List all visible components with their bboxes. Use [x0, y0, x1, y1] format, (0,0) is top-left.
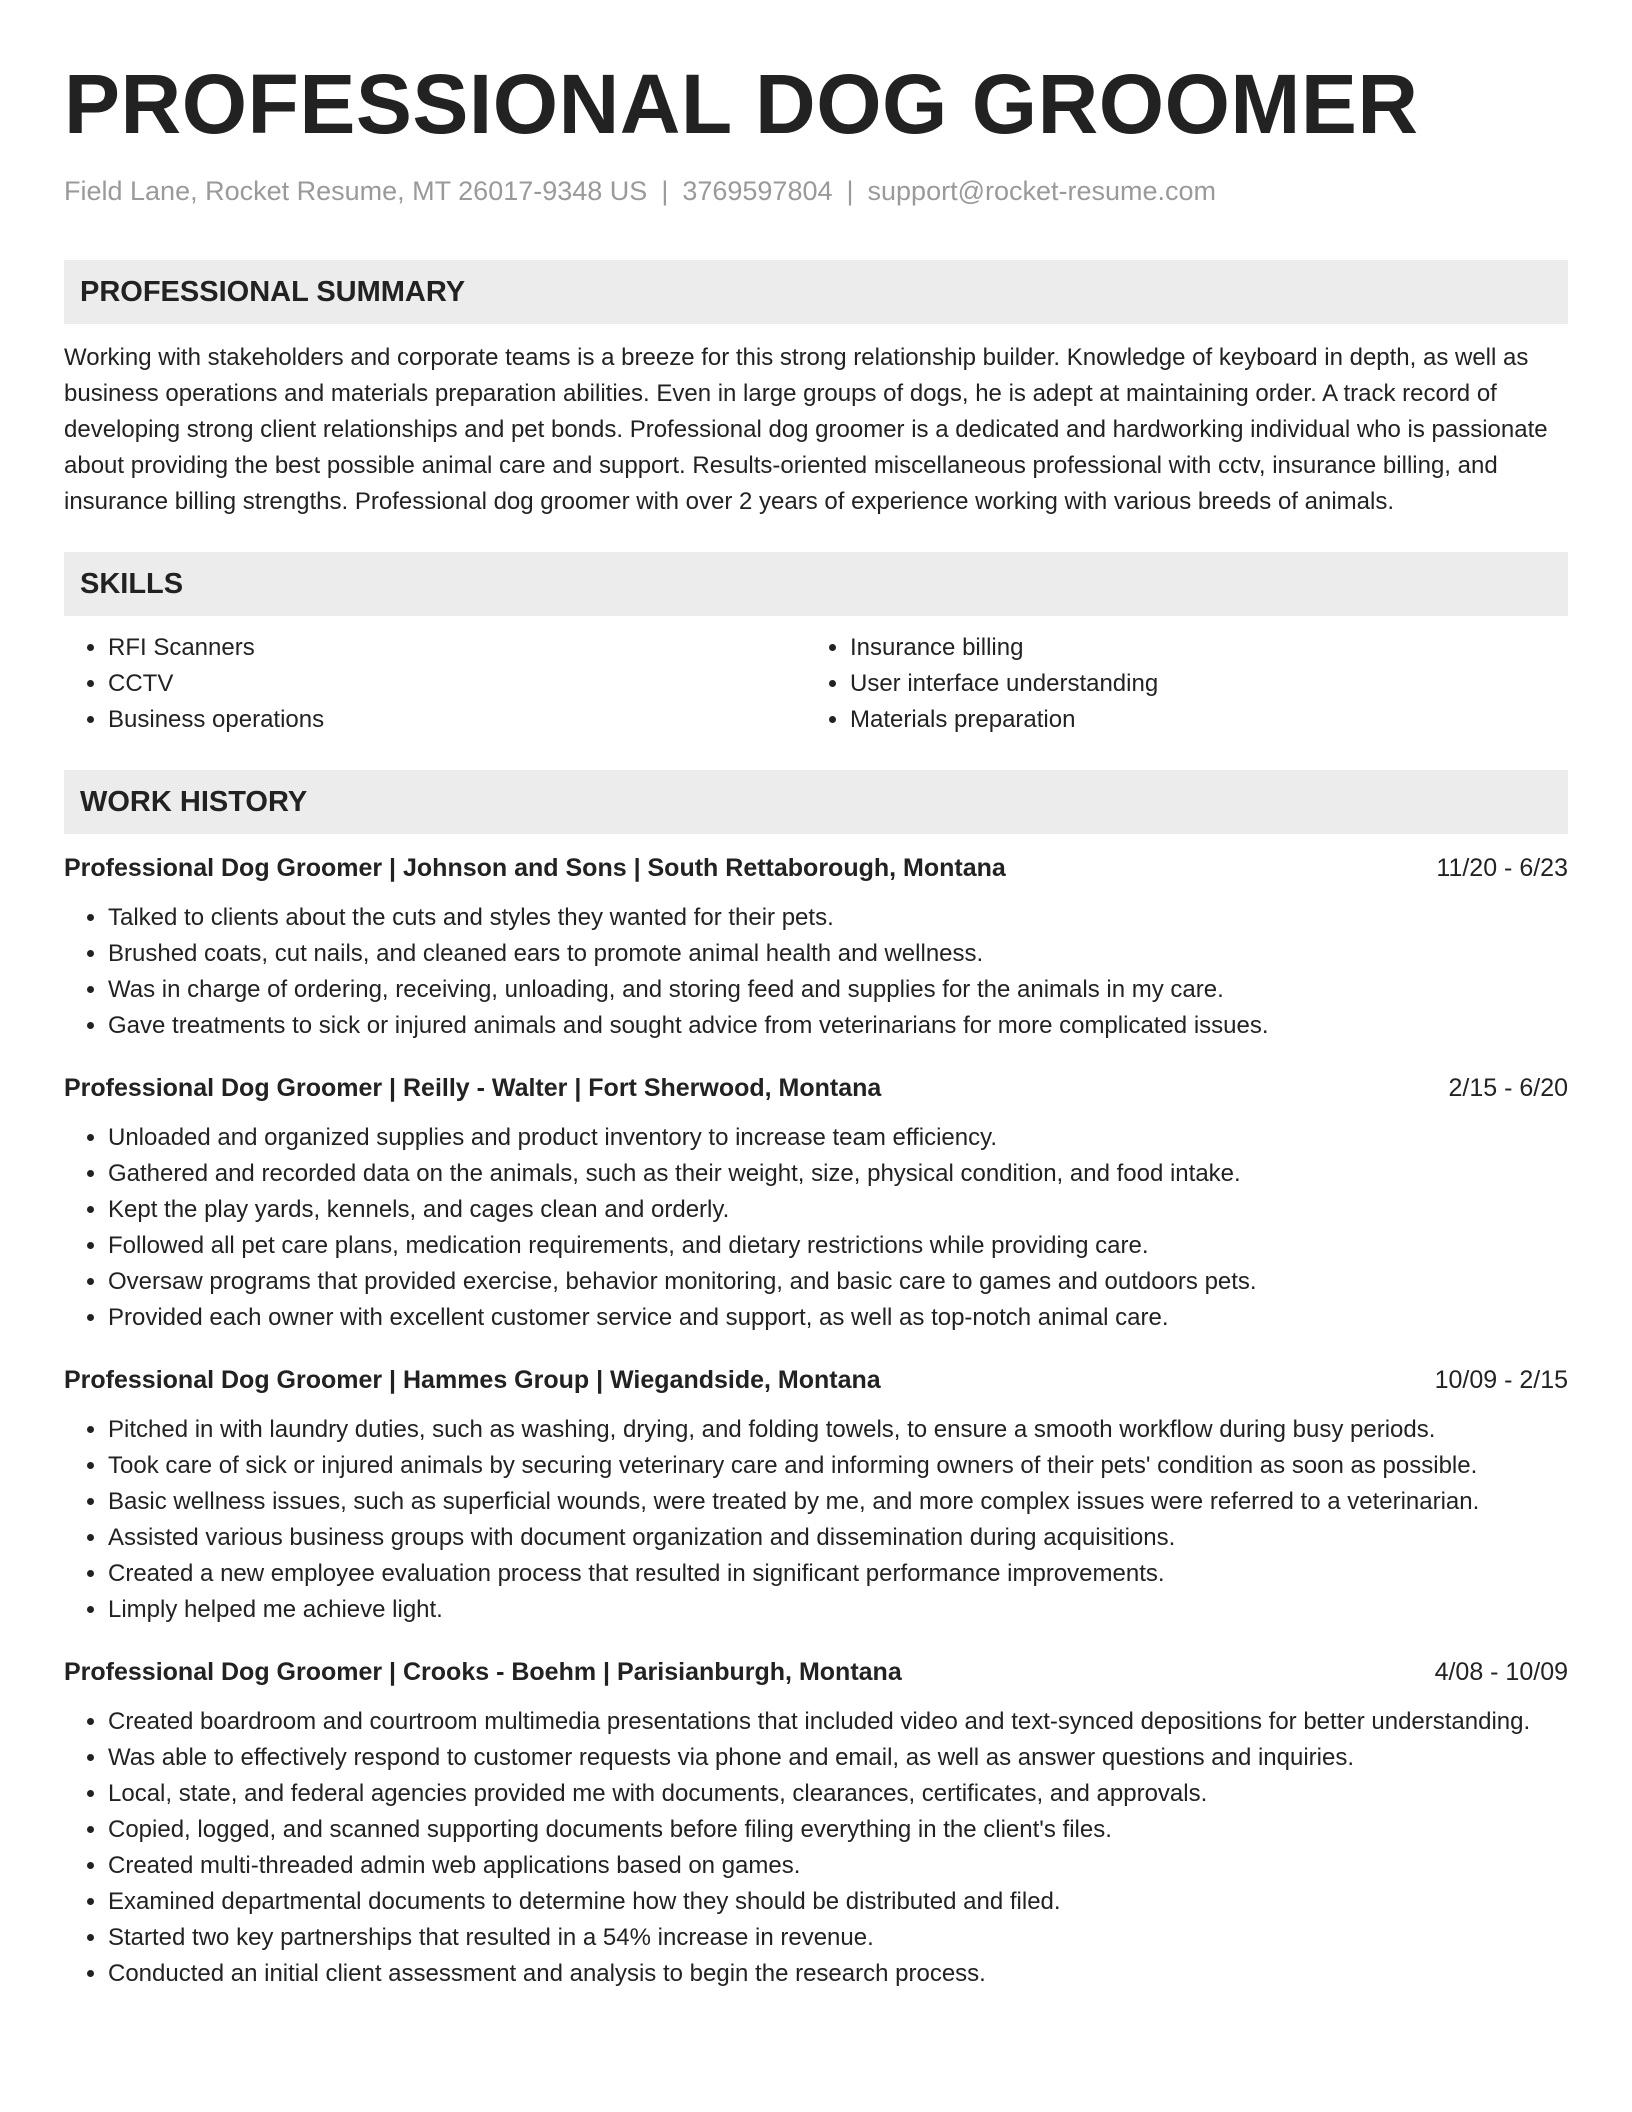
- job-entry: [64, 1070, 1568, 1336]
- skill-item: • RFI Scanners: [108, 630, 806, 666]
- job-bullets: [64, 900, 1568, 1044]
- job-bullet: • Copied, logged, and scanned supporting documents before filing everything in the client's files.: [108, 1812, 1568, 1848]
- job-header: [64, 1654, 1568, 1690]
- job-bullets: [64, 1412, 1568, 1628]
- job-title: Professional Dog Groomer | Crooks - Boehm | Parisianburgh, Montana: [64, 1658, 902, 1686]
- address: Field Lane, Rocket Resume, MT 26017-9348 US: [64, 176, 648, 206]
- job-bullet: • Was able to effectively respond to customer requests via phone and email, as well as answer questions and inquiries.: [108, 1740, 1568, 1776]
- job-dates: 10/09 - 2/15: [1434, 1366, 1568, 1394]
- job-title: Professional Dog Groomer | Reilly - Walter | Fort Sherwood, Montana: [64, 1074, 882, 1102]
- skills-column-left: [64, 630, 806, 738]
- job-bullet: • Oversaw programs that provided exercise, behavior monitoring, and basic care to games and outdoors pets.: [108, 1264, 1568, 1300]
- job-bullet: • Assisted various business groups with document organization and dissemination during acquisitions.: [108, 1520, 1568, 1556]
- job-title: Professional Dog Groomer | Johnson and Sons | South Rettaborough, Montana: [64, 854, 1006, 882]
- job-bullets: [64, 1704, 1568, 1992]
- section-header-skills: SKILLS: [64, 552, 1568, 616]
- skills-column-right: [806, 630, 1548, 738]
- candidate-name: PROFESSIONAL DOG GROOMER: [64, 57, 1419, 151]
- skill-item: • Materials preparation: [850, 702, 1548, 738]
- job-bullet: • Conducted an initial client assessment and analysis to begin the research process.: [108, 1956, 1568, 1992]
- section-header-work-history: WORK HISTORY: [64, 770, 1568, 834]
- phone: 3769597804: [682, 176, 833, 206]
- email-link[interactable]: support@rocket-resume.com: [867, 176, 1217, 206]
- job-entry: [64, 850, 1568, 1044]
- job-dates: 2/15 - 6/20: [1448, 1074, 1568, 1102]
- job-bullets: [64, 1120, 1568, 1336]
- job-bullet: • Local, state, and federal agencies provided me with documents, clearances, certificates, and approvals.: [108, 1776, 1568, 1812]
- job-header: [64, 1362, 1568, 1398]
- job-bullet: • Examined departmental documents to determine how they should be distributed and filed.: [108, 1884, 1568, 1920]
- contact-line: [64, 174, 1568, 208]
- job-bullet: • Created a new employee evaluation process that resulted in significant performance improvements.: [108, 1556, 1568, 1592]
- skill-item: • User interface understanding: [850, 666, 1548, 702]
- job-bullet: • Pitched in with laundry duties, such as washing, drying, and folding towels, to ensure a smooth workflow during busy periods.: [108, 1412, 1568, 1448]
- job-bullet: • Provided each owner with excellent customer service and support, as well as top-notch animal care.: [108, 1300, 1568, 1336]
- job-bullet: • Gathered and recorded data on the animals, such as their weight, size, physical condition, and food intake.: [108, 1156, 1568, 1192]
- job-bullet: • Basic wellness issues, such as superficial wounds, were treated by me, and more complex issues were referred to a veterinarian.: [108, 1484, 1568, 1520]
- job-dates: 4/08 - 10/09: [1434, 1658, 1568, 1686]
- job-bullet: • Gave treatments to sick or injured animals and sought advice from veterinarians for more complicated issues.: [108, 1008, 1568, 1044]
- job-bullet: • Started two key partnerships that resulted in a 54% increase in revenue.: [108, 1920, 1568, 1956]
- job-bullet: • Was in charge of ordering, receiving, unloading, and storing feed and supplies for the animals in my care.: [108, 972, 1568, 1008]
- job-bullet: • Took care of sick or injured animals by securing veterinary care and informing owners of their pets' condition as soon as possible.: [108, 1448, 1568, 1484]
- skills-list: [64, 630, 1568, 738]
- job-bullet: • Limply helped me achieve light.: [108, 1592, 1568, 1628]
- job-bullet: • Talked to clients about the cuts and styles they wanted for their pets.: [108, 900, 1568, 936]
- job-title: Professional Dog Groomer | Hammes Group | Wiegandside, Montana: [64, 1366, 881, 1394]
- job-header: [64, 1070, 1568, 1106]
- skill-item: • Business operations: [108, 702, 806, 738]
- job-bullet: • Created multi-threaded admin web applications based on games.: [108, 1848, 1568, 1884]
- job-bullet: • Brushed coats, cut nails, and cleaned ears to promote animal health and wellness.: [108, 936, 1568, 972]
- job-dates: 11/20 - 6/23: [1436, 854, 1568, 882]
- job-entry: [64, 1654, 1568, 1992]
- job-bullet: • Kept the play yards, kennels, and cages clean and orderly.: [108, 1192, 1568, 1228]
- summary-text: Working with stakeholders and corporate teams is a breeze for this strong relationship builder. Knowledge of keyboard in depth, as well as business operations and materials preparation abilities. Even in large groups of dogs, he is adept at maintaining order. A track record of developing strong client relationships and pet bonds. Professional dog groomer is a dedicated and hardworking individual who is passionate about providing the best possible animal care and support. Results-oriented miscellaneous professional with cctv, insurance billing, and insurance billing strengths. Professional dog groomer with over 2 years of experience working with various breeds of animals.: [64, 344, 1548, 515]
- skill-item: • Insurance billing: [850, 630, 1548, 666]
- contact-separator: |: [846, 176, 854, 206]
- skill-item: • CCTV: [108, 666, 806, 702]
- job-entry: [64, 1362, 1568, 1628]
- job-header: [64, 850, 1568, 886]
- contact-separator: |: [661, 176, 669, 206]
- job-bullet: • Followed all pet care plans, medication requirements, and dietary restrictions while providing care.: [108, 1228, 1568, 1264]
- section-header-summary: PROFESSIONAL SUMMARY: [64, 260, 1568, 324]
- job-bullet: • Created boardroom and courtroom multimedia presentations that included video and text-synced depositions for better understanding.: [108, 1704, 1568, 1740]
- job-bullet: • Unloaded and organized supplies and product inventory to increase team efficiency.: [108, 1120, 1568, 1156]
